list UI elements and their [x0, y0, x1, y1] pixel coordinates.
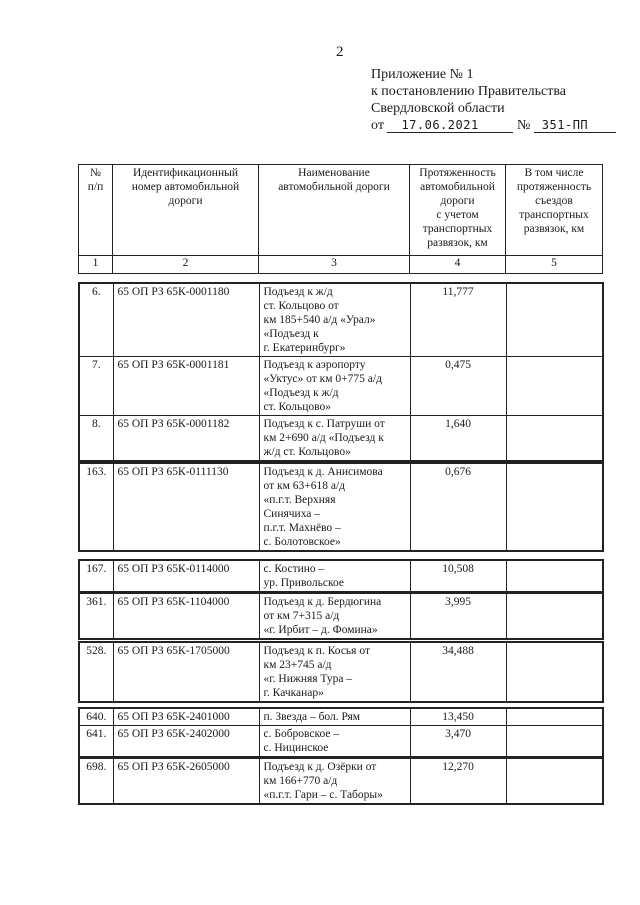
decree-date: 17.06.2021: [387, 119, 513, 133]
appendix-decree-line: к постановлению Правительства: [371, 84, 567, 99]
ramps-length-cell: [506, 708, 603, 726]
road-id-cell: 65 ОП РЗ 65К-0001181: [113, 357, 259, 416]
table-row: [79, 283, 603, 357]
table-row: [79, 758, 603, 804]
road-id-cell: 65 ОП РЗ 65К-0001182: [113, 416, 259, 462]
row-number-cell: 163.: [79, 463, 113, 551]
row-number-cell: 528.: [79, 642, 113, 702]
road-length-cell: 0,475: [410, 357, 506, 416]
road-length-cell: 3,470: [410, 726, 506, 758]
road-id-cell: 65 ОП РЗ 65К-2401000: [113, 708, 259, 726]
table-segment: [78, 641, 604, 703]
road-name-cell: Подъезд к п. Косья от км 23+745 а/д «г. Нижняя Тура – г. Качканар»: [259, 642, 410, 702]
road-name-cell: Подъезд к д. Озёрки от км 166+770 а/д «п.г.т. Гари – с. Таборы»: [259, 758, 410, 804]
table-row: [79, 357, 603, 416]
row-number-cell: 8.: [79, 416, 113, 462]
number-label: №: [516, 118, 531, 133]
road-length-cell: 3,995: [410, 593, 506, 639]
road-length-cell: 34,488: [410, 642, 506, 702]
column-number-4: 4: [410, 256, 506, 274]
from-label: от: [371, 118, 384, 133]
table-row: [79, 416, 603, 462]
road-name-cell: Подъезд к с. Патруши от км 2+690 а/д «Подъезд к ж/д ст. Кольцово»: [259, 416, 410, 462]
ramps-length-cell: [506, 642, 603, 702]
ramps-length-cell: [506, 593, 603, 639]
road-length-cell: 10,508: [410, 560, 506, 592]
appendix-header: [371, 66, 616, 134]
table-row: [79, 642, 603, 702]
row-number-cell: 167.: [79, 560, 113, 592]
column-header-5: В том числе протяженность съездов транспортных развязок, км: [506, 165, 603, 256]
road-id-cell: 65 ОП РЗ 65К-0114000: [113, 560, 259, 592]
road-id-cell: 65 ОП РЗ 65К-2402000: [113, 726, 259, 758]
header-row: [79, 165, 603, 256]
table-row: [79, 560, 603, 592]
row-number-cell: 6.: [79, 283, 113, 357]
ramps-length-cell: [506, 726, 603, 758]
road-length-cell: 11,777: [410, 283, 506, 357]
road-name-cell: Подъезд к д. Анисимова от км 63+618 а/д «п.г.т. Верхняя Синячиха – п.г.т. Махнёво – с. Болотовское»: [259, 463, 410, 551]
page-number: 2: [336, 44, 344, 60]
row-number-cell: 641.: [79, 726, 113, 758]
road-length-cell: 0,676: [410, 463, 506, 551]
decree-number: 351-ПП: [534, 119, 616, 133]
row-number-cell: 361.: [79, 593, 113, 639]
ramps-length-cell: [506, 463, 603, 551]
column-header-3: Наименование автомобильной дороги: [259, 165, 410, 256]
road-id-cell: 65 ОП РЗ 65К-0001180: [113, 283, 259, 357]
road-id-cell: 65 ОП РЗ 65К-0111130: [113, 463, 259, 551]
road-id-cell: 65 ОП РЗ 65К-1104000: [113, 593, 259, 639]
column-number-3: 3: [259, 256, 410, 274]
ramps-length-cell: [506, 357, 603, 416]
table-segment: [78, 462, 604, 552]
ramps-length-cell: [506, 416, 603, 462]
column-number-2: 2: [113, 256, 259, 274]
road-name-cell: с. Костино – ур. Привольское: [259, 560, 410, 592]
road-id-cell: 65 ОП РЗ 65К-1705000: [113, 642, 259, 702]
column-header-1: № п/п: [79, 165, 113, 256]
column-numbers-row: [79, 256, 603, 274]
road-name-cell: с. Бобровское – с. Ницинское: [259, 726, 410, 758]
ramps-length-cell: [506, 560, 603, 592]
appendix-title: Приложение № 1: [371, 67, 474, 82]
appendix-date-line: [371, 117, 616, 134]
road-length-cell: 1,640: [410, 416, 506, 462]
column-number-5: 5: [506, 256, 603, 274]
table-row: [79, 593, 603, 639]
road-id-cell: 65 ОП РЗ 65К-2605000: [113, 758, 259, 804]
ramps-length-cell: [506, 283, 603, 357]
row-number-cell: 640.: [79, 708, 113, 726]
table-segment: [78, 559, 604, 593]
road-length-cell: 13,450: [410, 708, 506, 726]
column-number-1: 1: [79, 256, 113, 274]
roads-table-header: [78, 164, 603, 274]
appendix-region-line: Свердловской области: [371, 101, 505, 116]
road-name-cell: Подъезд к ж/д ст. Кольцово от км 185+540 а/д «Урал» «Подъезд к г. Екатеринбург»: [259, 283, 410, 357]
table-segment: [78, 282, 604, 462]
table-row: [79, 463, 603, 551]
ramps-length-cell: [506, 758, 603, 804]
row-number-cell: 698.: [79, 758, 113, 804]
road-name-cell: Подъезд к аэропорту «Уктус» от км 0+775 а/д «Подъезд к ж/д ст. Кольцово»: [259, 357, 410, 416]
column-header-2: Идентификационный номер автомобильной дороги: [113, 165, 259, 256]
road-name-cell: п. Звезда – бол. Рям: [259, 708, 410, 726]
road-name-cell: Подъезд к д. Бердюгина от км 7+315 а/д «г. Ирбит – д. Фомина»: [259, 593, 410, 639]
road-length-cell: 12,270: [410, 758, 506, 804]
table-segment: [78, 707, 604, 758]
column-header-4: Протяженность автомобильной дороги с учетом транспортных развязок, км: [410, 165, 506, 256]
table-row: [79, 708, 603, 726]
table-row: [79, 726, 603, 758]
row-number-cell: 7.: [79, 357, 113, 416]
table-segment: [78, 592, 604, 640]
table-segment: [78, 757, 604, 805]
